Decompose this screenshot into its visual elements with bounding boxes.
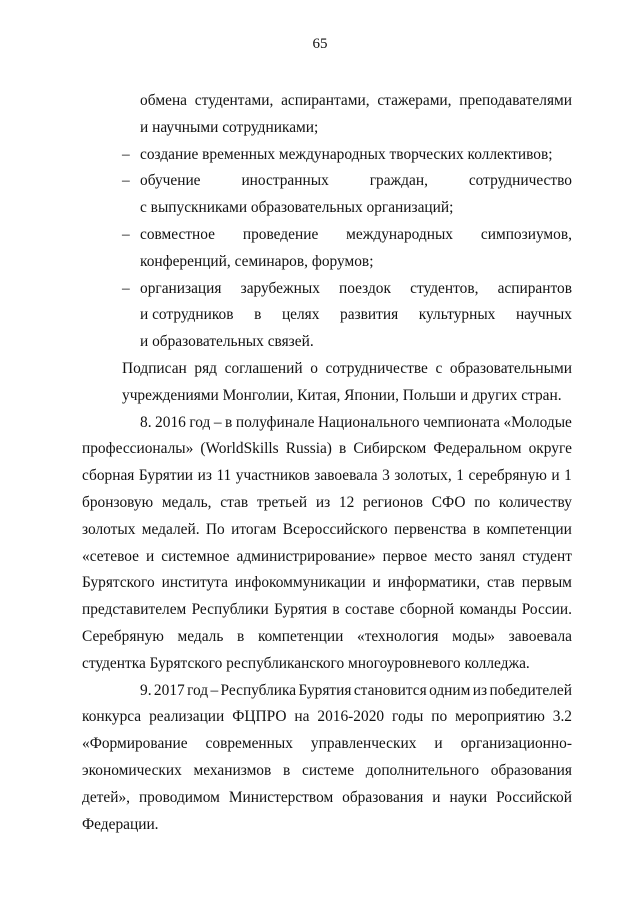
paragraph-line xyxy=(122,383,572,410)
line-text: с выпускниками образовательных организаций; xyxy=(140,199,454,217)
word: зарубежных xyxy=(240,279,320,297)
word: первое xyxy=(382,547,428,565)
word: образования xyxy=(490,761,572,779)
word: Федеральном xyxy=(433,440,522,458)
word: на xyxy=(294,708,310,726)
word: первенства xyxy=(394,520,467,538)
word: в xyxy=(254,306,262,324)
word: Бурятия xyxy=(298,681,352,699)
word: серебряную xyxy=(468,467,547,485)
word: мероприятию xyxy=(455,708,545,726)
word: студентами, xyxy=(194,92,274,109)
paragraph-line xyxy=(82,651,572,678)
word: стажерами, xyxy=(377,92,452,109)
list-item-line xyxy=(140,329,572,356)
word: сотрудничество xyxy=(468,172,572,190)
word: сборная xyxy=(82,467,135,485)
word: Серебряную xyxy=(82,627,164,645)
paragraph-line xyxy=(82,624,572,651)
word: преподавателями xyxy=(459,92,572,109)
word: студент xyxy=(522,547,572,565)
word: управленческих xyxy=(310,735,417,753)
list-dash: – xyxy=(122,145,130,163)
paragraph-line xyxy=(82,544,572,571)
word: проведение xyxy=(242,225,319,243)
word: Russia) xyxy=(285,440,332,458)
word: одним xyxy=(429,681,471,699)
word: 12 xyxy=(338,493,355,511)
word: совместное xyxy=(140,225,215,243)
word: год xyxy=(189,413,211,431)
document-body xyxy=(82,88,572,838)
list-item-line xyxy=(140,88,572,115)
word: администрирование» xyxy=(236,547,376,565)
word: и xyxy=(434,735,443,753)
word: Российской xyxy=(496,788,572,806)
word: России. xyxy=(521,601,572,619)
word: в xyxy=(332,601,340,619)
word: 3.2 xyxy=(552,708,572,726)
word: Сибирском xyxy=(353,440,427,458)
word: «Формирование xyxy=(82,735,188,753)
word: регионов xyxy=(363,493,424,511)
word: Бурятского xyxy=(82,574,155,592)
paragraph-line xyxy=(82,704,572,731)
line-text: студентка Бурятского республиканского многоуровневого колледжа. xyxy=(82,654,530,672)
word: обучение xyxy=(140,172,201,190)
word: завоевала xyxy=(508,627,572,645)
paragraph-line xyxy=(82,570,572,597)
page-number: 65 xyxy=(312,36,328,52)
word: – xyxy=(210,681,219,699)
word: системное xyxy=(161,547,230,565)
word: место xyxy=(434,547,473,565)
word: по xyxy=(474,493,491,511)
word: 2017 xyxy=(153,681,185,699)
list-dash: – xyxy=(122,225,130,243)
word: год xyxy=(187,681,209,699)
word: составе xyxy=(344,601,395,619)
word: граждан, xyxy=(369,172,428,190)
line-text: и научными сотрудниками; xyxy=(140,118,319,136)
paragraph-line xyxy=(82,812,572,839)
word: иностранных xyxy=(241,172,329,190)
word: ФЦПРО xyxy=(232,708,287,726)
word: «сетевое xyxy=(82,547,139,565)
word: института xyxy=(161,574,228,592)
list-item-line xyxy=(122,168,572,195)
list-item-line xyxy=(140,302,572,329)
word: моды» xyxy=(452,627,495,645)
word: симпозиумов, xyxy=(480,225,572,243)
word: участников xyxy=(235,467,310,485)
paragraph-line xyxy=(82,785,572,812)
list-item-line xyxy=(140,115,572,142)
word: в xyxy=(283,761,291,779)
word: став xyxy=(486,574,515,592)
word: (WorldSkills xyxy=(200,440,279,458)
word: Министерством xyxy=(228,788,334,806)
word: 1 xyxy=(456,467,464,485)
word: компетенции xyxy=(257,627,344,645)
word: целях xyxy=(281,306,320,324)
word: Бурятии xyxy=(138,467,194,485)
paragraph-first-line xyxy=(140,410,572,437)
word: научных xyxy=(515,306,572,324)
word: годы xyxy=(392,708,424,726)
word: развития xyxy=(340,306,399,324)
paragraph-first-line xyxy=(140,678,572,705)
word: полуфинале xyxy=(235,413,315,431)
paragraph-line xyxy=(82,517,572,544)
word: бронзовую xyxy=(82,493,154,511)
word: поездок xyxy=(339,279,391,297)
word: аспирантов xyxy=(497,279,572,297)
word: Республики xyxy=(191,601,269,619)
word: культурных xyxy=(418,306,496,324)
word: дополнительного xyxy=(365,761,480,779)
word: реализации xyxy=(149,708,225,726)
line-text: создание временных международных творческих коллективов; xyxy=(140,145,553,163)
word: в xyxy=(339,440,347,458)
word: ряд xyxy=(194,359,217,377)
word: студентов, xyxy=(410,279,479,297)
line-text: учреждениями Монголии, Китая, Японии, Польши и других стран. xyxy=(122,386,562,404)
word: современных xyxy=(205,735,293,753)
word: «Молодые xyxy=(503,413,572,431)
word: инфокоммуникации xyxy=(234,574,366,592)
word: и xyxy=(551,467,560,485)
line-text: конференций, семинаров, форумов; xyxy=(140,252,374,270)
word: в xyxy=(237,627,245,645)
word: с xyxy=(435,359,443,377)
word: и xyxy=(372,574,381,592)
word: 11 xyxy=(216,467,232,485)
word: международных xyxy=(346,225,454,243)
word: из xyxy=(197,467,212,485)
word: победителей xyxy=(489,681,572,699)
word: медалей. xyxy=(141,520,200,538)
word: итогам xyxy=(231,520,277,538)
paragraph-line xyxy=(82,758,572,785)
word: механизмов xyxy=(193,761,272,779)
word: 8. xyxy=(140,413,152,431)
word: проводимом xyxy=(138,788,220,806)
word: «технология xyxy=(357,627,439,645)
word: компетенции xyxy=(486,520,572,538)
word: о xyxy=(310,359,318,377)
word: 2016 xyxy=(155,413,186,431)
word: науки xyxy=(449,788,488,806)
word: – xyxy=(213,413,222,431)
word: становится xyxy=(353,681,427,699)
word: представителем xyxy=(82,601,187,619)
list-dash: – xyxy=(122,279,130,297)
word: команды xyxy=(459,601,517,619)
word: в xyxy=(225,413,233,431)
word: детей», xyxy=(82,788,130,806)
word: 9. xyxy=(140,681,152,699)
word: организационно- xyxy=(460,735,572,753)
word: аспирантами, xyxy=(281,92,370,109)
word: образования xyxy=(342,788,424,806)
word: экономических xyxy=(82,761,182,779)
line-text: Федерации. xyxy=(82,815,159,833)
paragraph-line xyxy=(82,490,572,517)
word: Подписан xyxy=(122,359,187,377)
word: и xyxy=(146,547,155,565)
word: чемпионата xyxy=(423,413,500,431)
word: системе xyxy=(302,761,355,779)
paragraph-line xyxy=(82,731,572,758)
word: из xyxy=(315,493,331,511)
word: информатики, xyxy=(387,574,480,592)
word: обмена xyxy=(140,92,188,109)
list-item-line xyxy=(122,276,572,303)
list-item-line xyxy=(140,249,572,276)
word: занял xyxy=(479,547,516,565)
word: в xyxy=(472,520,481,538)
list-dash: – xyxy=(122,172,130,190)
word: Всероссийского xyxy=(282,520,388,538)
line-text: и образовательных связей. xyxy=(140,333,314,351)
list-item-line xyxy=(122,222,572,249)
word: образовательными xyxy=(449,359,572,377)
word: соглашений xyxy=(224,359,303,377)
word: по xyxy=(431,708,448,726)
word: сотрудничестве xyxy=(325,359,428,377)
word: и сотрудников xyxy=(140,306,234,324)
word: 1 xyxy=(564,467,572,485)
word: золотых, xyxy=(394,467,452,485)
list-item-line xyxy=(140,195,572,222)
word: из xyxy=(472,681,488,699)
word: став xyxy=(220,493,249,511)
list-item-line xyxy=(122,142,572,169)
paragraph-line xyxy=(82,597,572,624)
word: Национального xyxy=(317,413,420,431)
paragraph-line xyxy=(122,356,572,383)
word: количеству xyxy=(498,493,572,511)
word: и xyxy=(432,788,441,806)
paragraph-line xyxy=(82,463,572,490)
word: конкурса xyxy=(82,708,142,726)
word: Республика xyxy=(220,681,297,699)
word: округе xyxy=(528,440,572,458)
word: завоевала xyxy=(314,467,378,485)
word: профессионалы» xyxy=(82,440,194,458)
paragraph-line xyxy=(82,436,572,463)
word: третьей xyxy=(256,493,308,511)
word: По xyxy=(205,520,225,538)
word: СФО xyxy=(431,493,466,511)
word: золотых xyxy=(82,520,136,538)
word: организация xyxy=(140,279,222,297)
word: медаль, xyxy=(161,493,212,511)
word: Бурятия xyxy=(274,601,328,619)
word: 3 xyxy=(382,467,390,485)
word: первым xyxy=(521,574,572,592)
word: 2016-2020 xyxy=(317,708,385,726)
word: медаль xyxy=(177,627,224,645)
word: сборной xyxy=(399,601,455,619)
